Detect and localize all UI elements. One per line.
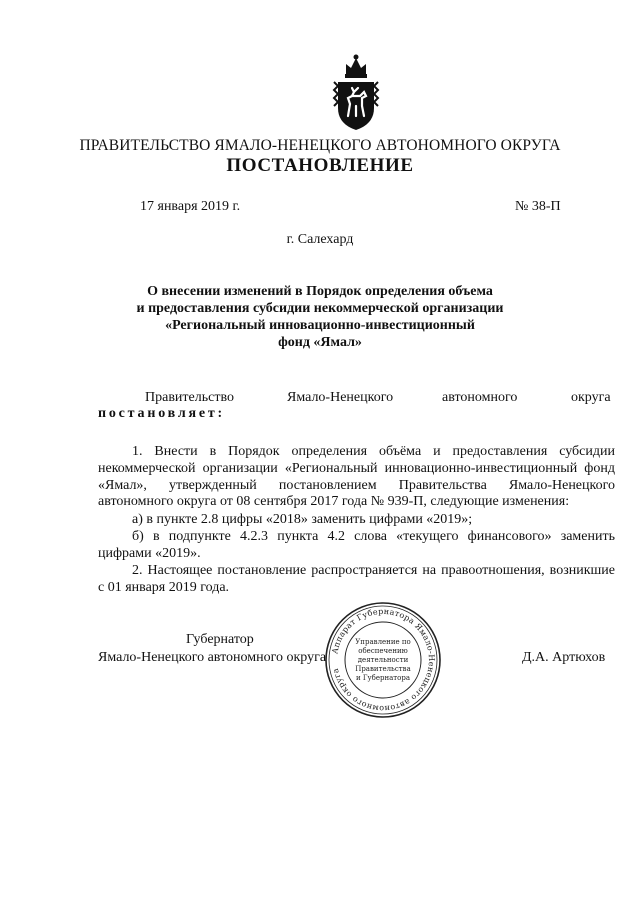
title-line: и предоставления субсидии некоммерческой организации bbox=[136, 301, 504, 316]
stamp-center-line: Правительства bbox=[355, 665, 411, 673]
stamp-center-line: обеспечению bbox=[358, 647, 408, 655]
official-stamp bbox=[323, 600, 443, 720]
preamble-word: округа bbox=[571, 390, 611, 405]
document-city: г. Салехард bbox=[286, 232, 354, 247]
title-line: «Региональный инновационно-инвестиционный bbox=[165, 318, 475, 333]
signatory-name: Д.А. Артюхов bbox=[522, 650, 606, 665]
document-title bbox=[120, 283, 520, 351]
paragraph-1: 1. Внести в Порядок определения объёма и предоставления субсидии некоммерческой организации «Региональный инновационно-инвестиционный фонд «Ямал», утвержденный постановлением Правительства Ямало-Ненецкого автономного округа от 08 сентября 2017 года № 939-П, следующие изменения: bbox=[98, 444, 615, 510]
document-date: 17 января 2019 г. bbox=[140, 199, 241, 214]
stamp-center-line: деятельности bbox=[357, 656, 409, 664]
government-name: ПРАВИТЕЛЬСТВО ЯМАЛО-НЕНЕЦКОГО АВТОНОМНОГО ОКРУГА bbox=[79, 137, 561, 154]
signature-position-line2: Ямало-Ненецкого автономного округа bbox=[98, 650, 327, 665]
title-line: фонд «Ямал» bbox=[278, 335, 362, 350]
stamp-ring-text: Аппарат Губернатора Ямало-Ненецкого автономного округа bbox=[330, 606, 437, 714]
title-line: О внесении изменений в Порядок определения объема bbox=[147, 284, 493, 299]
document-number: № 38-П bbox=[515, 199, 561, 214]
document-type: ПОСТАНОВЛЕНИЕ bbox=[226, 155, 414, 176]
coat-of-arms-emblem bbox=[332, 52, 380, 132]
preamble-word: Правительство bbox=[145, 390, 234, 405]
stamp-center-line: Управление по bbox=[355, 638, 411, 646]
paragraph-1b: б) в подпункте 4.2.3 пункта 4.2 слова «текущего финансового» заменить цифрами «2019». bbox=[98, 529, 615, 561]
preamble-word: Ямало-Ненецкого bbox=[287, 390, 394, 405]
signature-position-line1: Губернатор bbox=[186, 632, 254, 647]
paragraph-2: 2. Настоящее постановление распространяется на правоотношения, возникшие с 01 января 2019 года. bbox=[98, 563, 615, 595]
decree-word: постановляет: bbox=[98, 406, 226, 421]
paragraph-1a: а) в пункте 2.8 цифры «2018» заменить цифрами «2019»; bbox=[132, 512, 473, 527]
preamble-word: автономного bbox=[442, 390, 518, 405]
stamp-center-line: и Губернатора bbox=[355, 674, 411, 682]
